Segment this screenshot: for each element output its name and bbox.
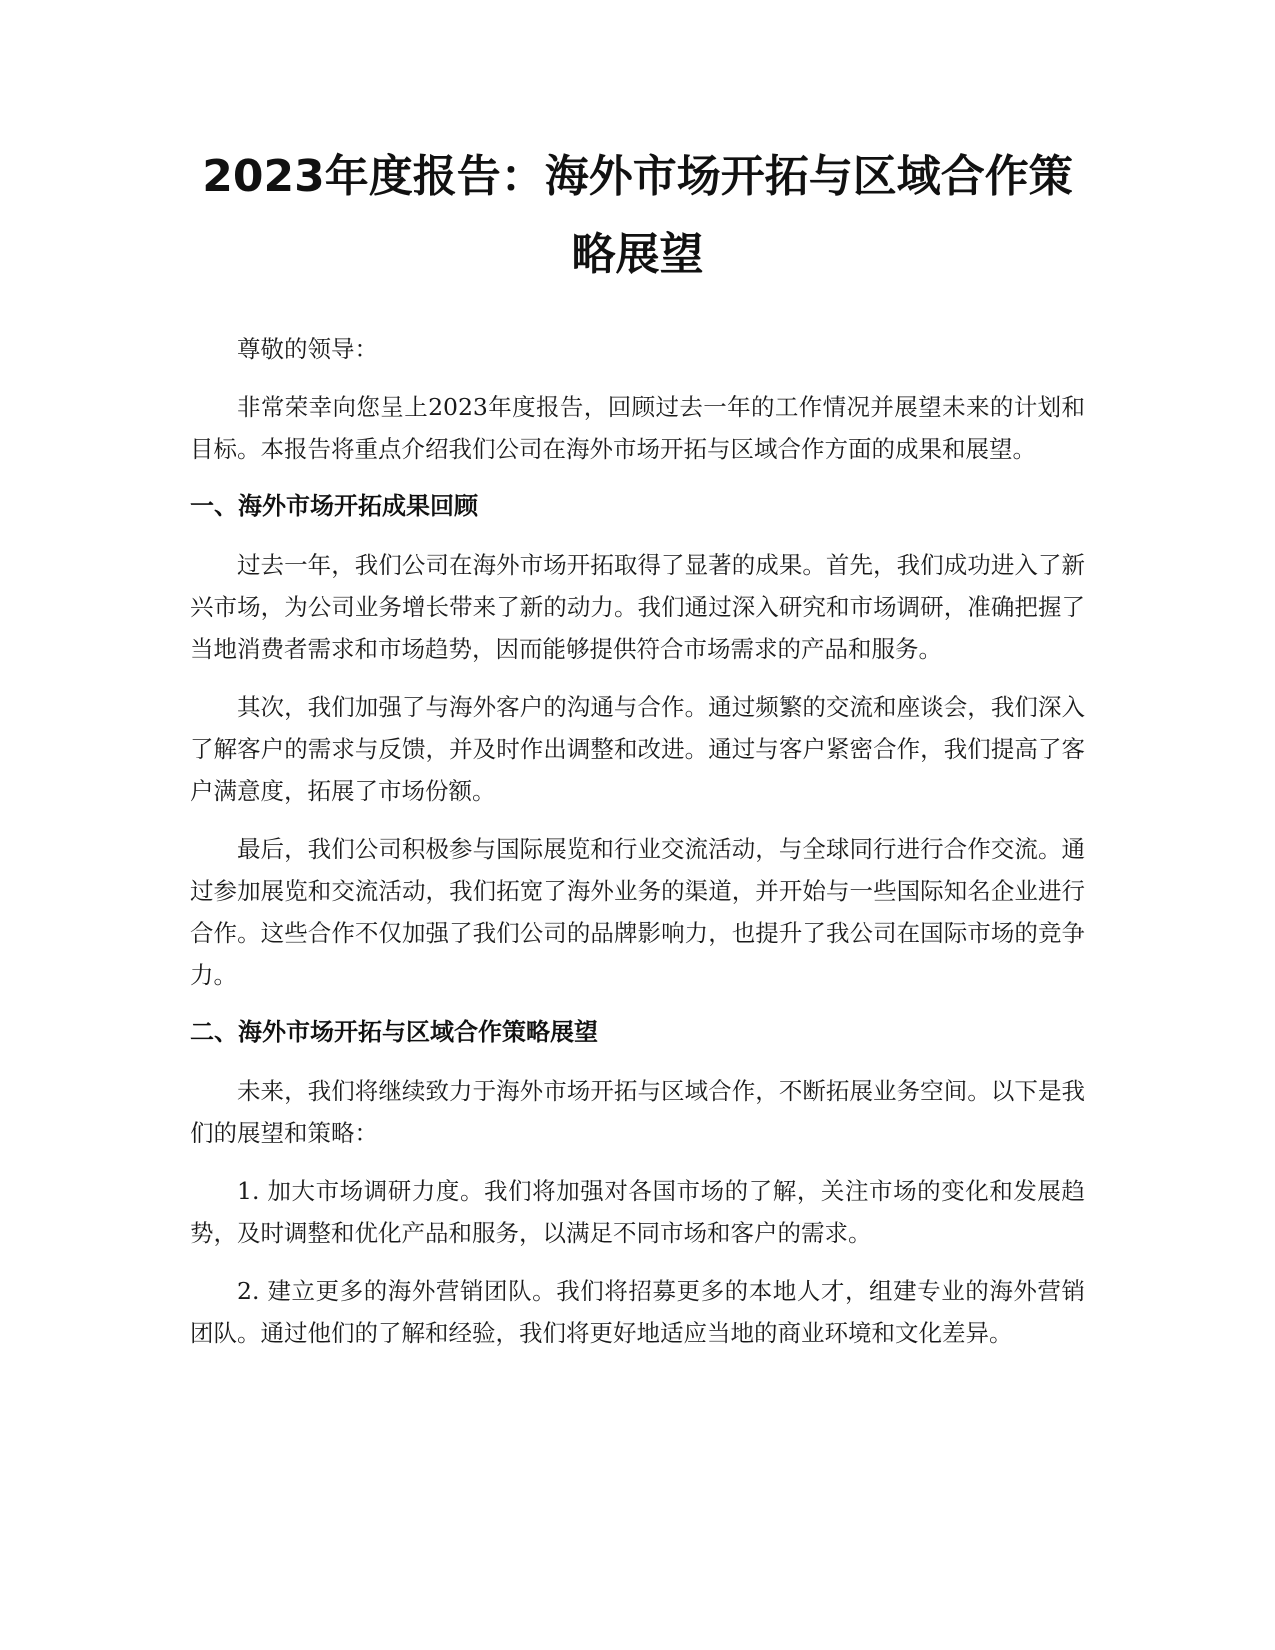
greeting: 尊敬的领导： <box>237 335 378 363</box>
section-2-item-1: 1. 加大市场调研力度。我们将加强对各国市场的了解，关注市场的变化和发展趋势，及时调整和优化产品和服务，以满足不同市场和客户的需求。 <box>190 1177 1085 1247</box>
section-1-paragraph-3: 最后，我们公司积极参与国际展览和行业交流活动，与全球同行进行合作交流。通过参加展览和交流活动，我们拓宽了海外业务的渠道，并开始与一些国际知名企业进行合作。这些合作不仅加强了我们公司的品牌影响力，也提升了我公司在国际市场的竞争力。 <box>190 835 1085 989</box>
section-1-paragraph-2: 其次，我们加强了与海外客户的沟通与合作。通过频繁的交流和座谈会，我们深入了解客户的需求与反馈，并及时作出调整和改进。通过与客户紧密合作，我们提高了客户满意度，拓展了市场份额。 <box>190 693 1085 805</box>
intro-paragraph: 非常荣幸向您呈上2023年度报告，回顾过去一年的工作情况并展望未来的计划和目标。本报告将重点介绍我们公司在海外市场开拓与区域合作方面的成果和展望。 <box>190 393 1085 463</box>
section-1-paragraph-1: 过去一年，我们公司在海外市场开拓取得了显著的成果。首先，我们成功进入了新兴市场，为公司业务增长带来了新的动力。我们通过深入研究和市场调研，准确把握了当地消费者需求和市场趋势，因而能够提供符合市场需求的产品和服务。 <box>190 551 1085 663</box>
section-1-heading: 一、海外市场开拓成果回顾 <box>190 492 478 520</box>
section-2-item-2: 2. 建立更多的海外营销团队。我们将招募更多的本地人才，组建专业的海外营销团队。通过他们的了解和经验，我们将更好地适应当地的商业环境和文化差异。 <box>190 1277 1085 1347</box>
document-title: 2023年度报告：海外市场开拓与区域合作策略展望 <box>202 151 1073 280</box>
section-2-heading: 二、海外市场开拓与区域合作策略展望 <box>190 1018 598 1046</box>
section-2-paragraph-1: 未来，我们将继续致力于海外市场开拓与区域合作，不断拓展业务空间。以下是我们的展望和策略： <box>190 1077 1085 1147</box>
